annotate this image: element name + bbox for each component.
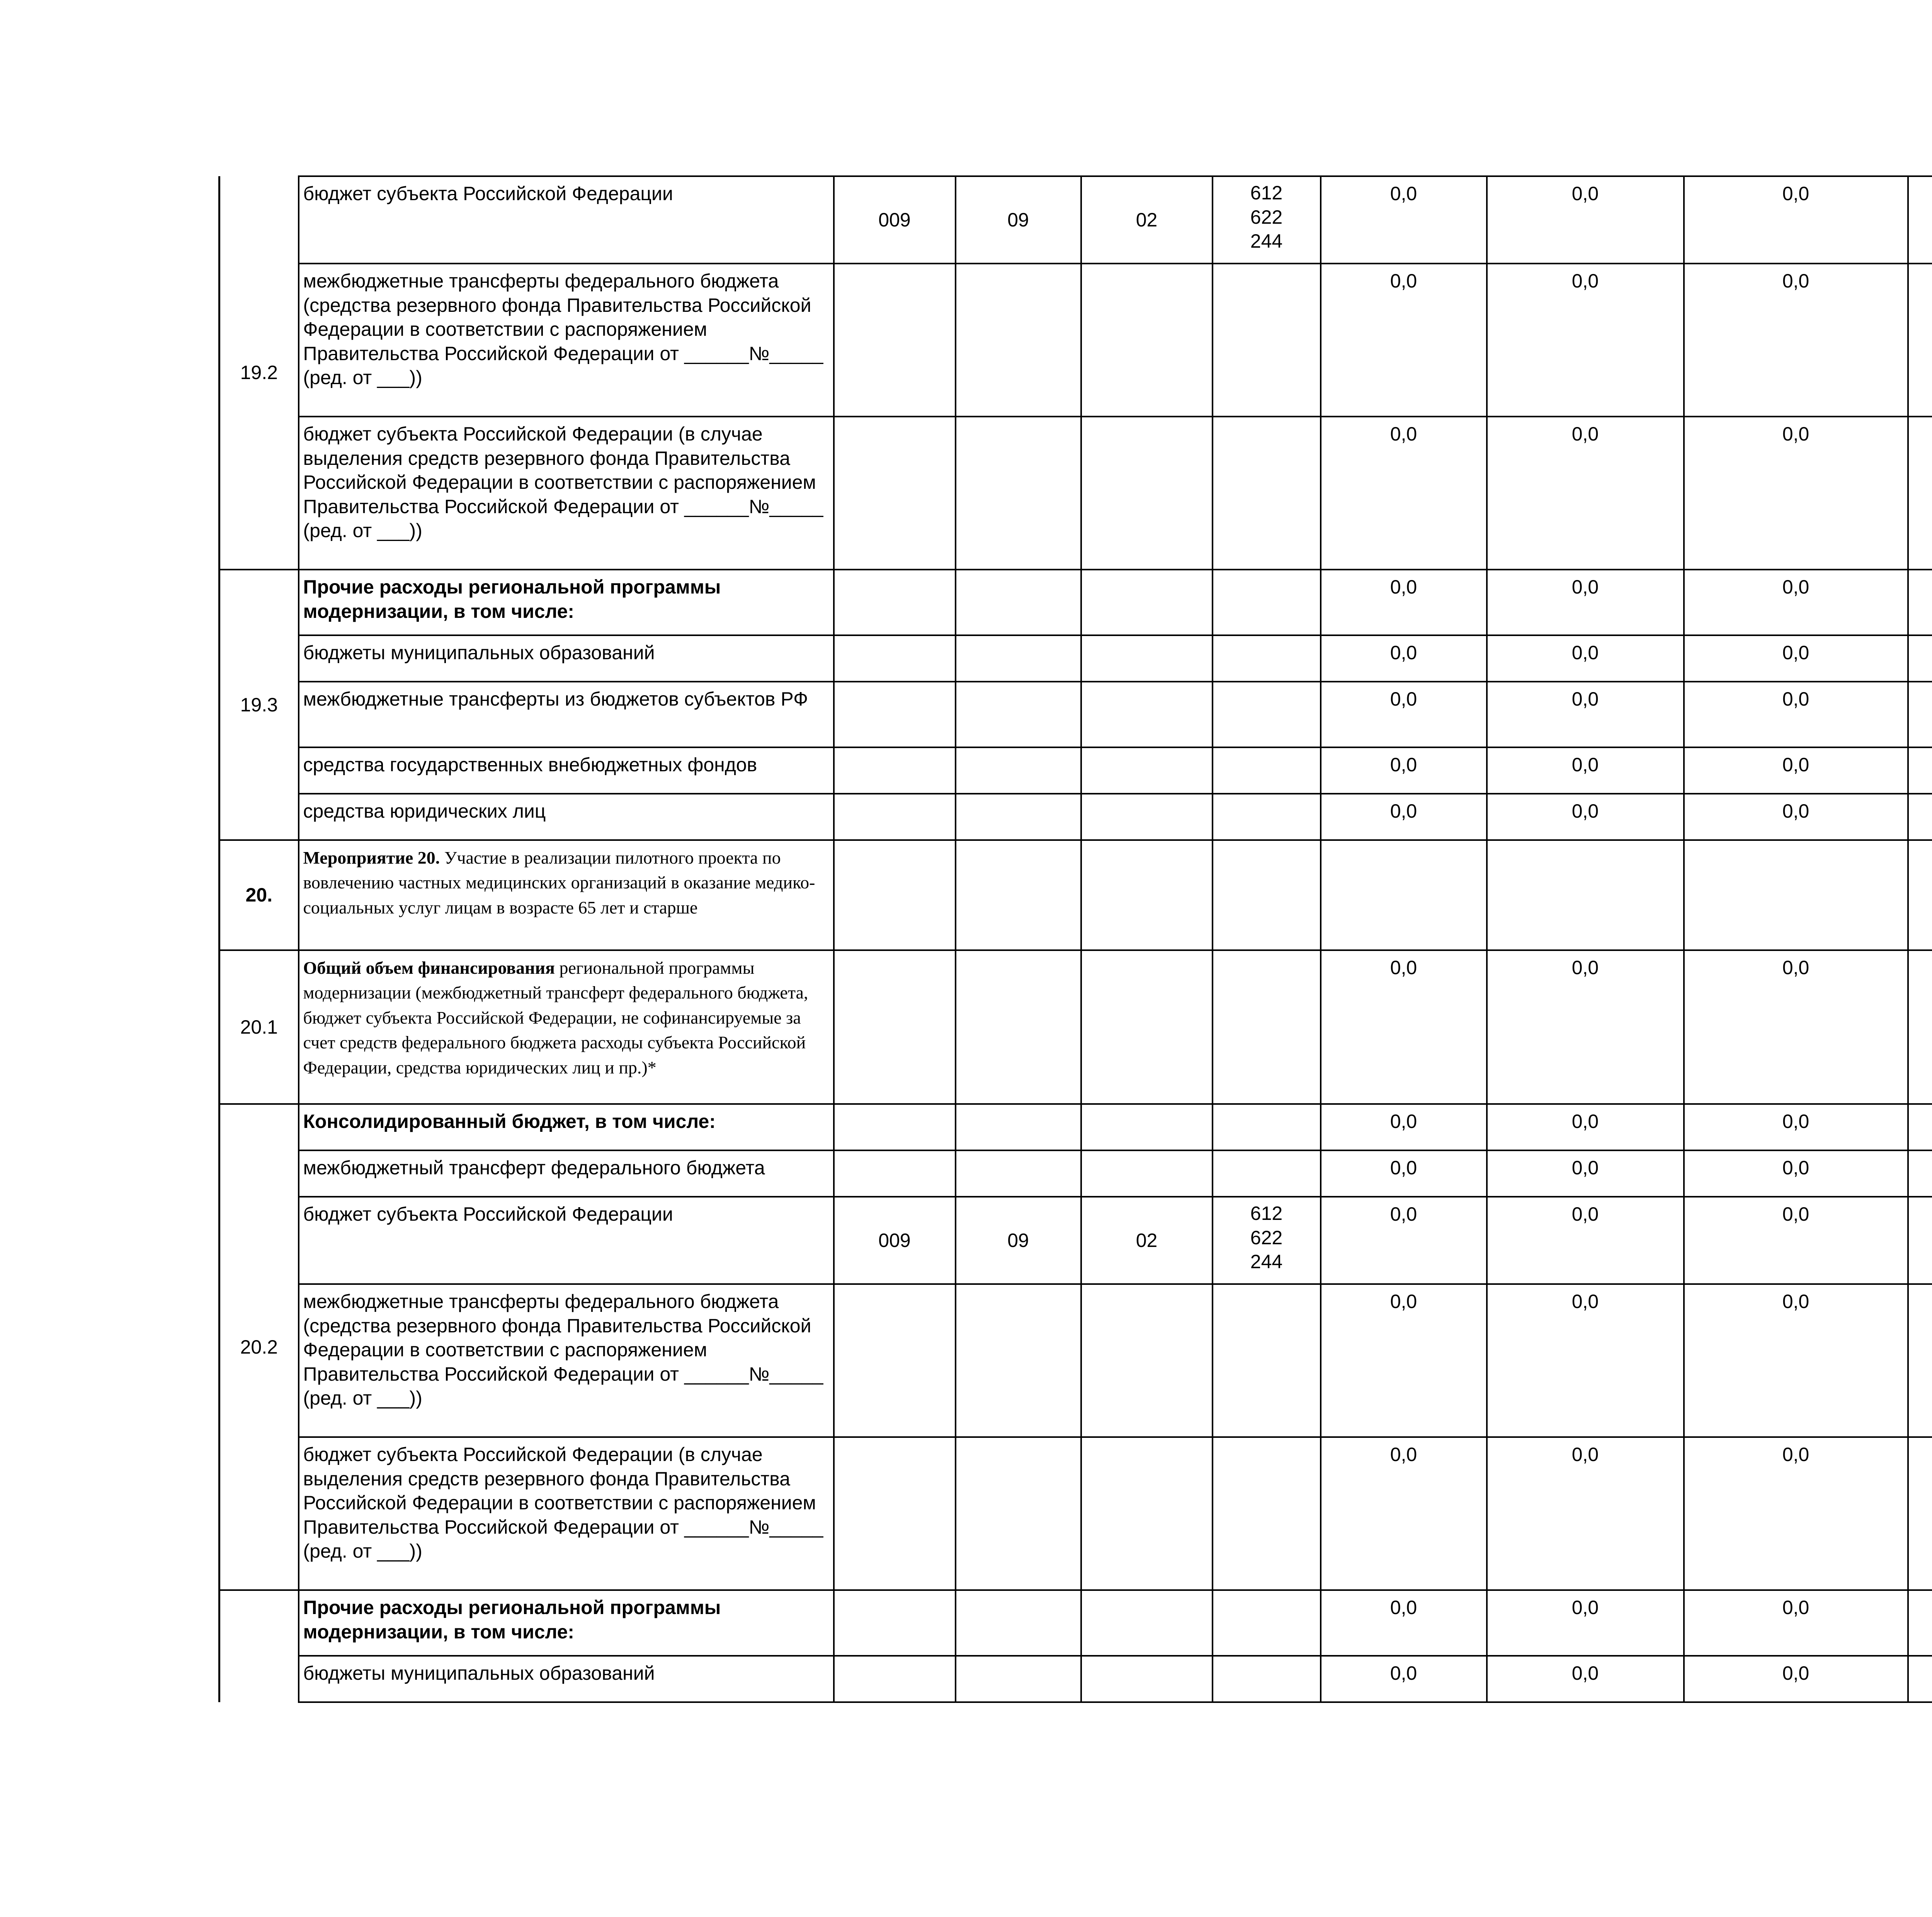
code-rz [956, 840, 1081, 950]
amount-cell: 0,0 [1487, 1197, 1684, 1284]
amount-cell: 0,0 [1321, 635, 1487, 682]
code-vr: 612 622 244 [1213, 176, 1321, 264]
code-rz: 09 [956, 176, 1081, 264]
amount-cell [1908, 1104, 1932, 1150]
row-description [299, 635, 834, 682]
amount-cell [1908, 1284, 1932, 1437]
amount-cell [1908, 176, 1932, 264]
amount-cell: 0,0 [1487, 264, 1684, 417]
code-pr [1081, 1437, 1213, 1590]
table-row [219, 417, 1932, 570]
code-vr [1213, 1656, 1321, 1702]
amount-cell: 0,0 [1487, 1656, 1684, 1702]
row-description [299, 176, 834, 264]
amount-cell: 0,0 [1487, 747, 1684, 794]
description-text: бюджет субъекта Российской Федерации [303, 1203, 673, 1225]
amount-cell: 0,0 [1487, 176, 1684, 264]
code-pr [1081, 950, 1213, 1104]
code-vr [1213, 682, 1321, 747]
row-description [299, 417, 834, 570]
amount-cell: 0,0 [1321, 570, 1487, 635]
row-description [299, 570, 834, 635]
code-pr [1081, 264, 1213, 417]
amount-cell: 0,0 [1321, 747, 1487, 794]
table-row [219, 794, 1932, 840]
amount-cell [1908, 417, 1932, 570]
table-row [219, 1197, 1932, 1284]
code-rz [956, 747, 1081, 794]
amount-cell [1321, 840, 1487, 950]
code-kvsr [834, 264, 956, 417]
code-rz [956, 950, 1081, 1104]
code-vr [1213, 1590, 1321, 1656]
table-row [219, 264, 1932, 417]
code-vr [1213, 840, 1321, 950]
description-text: бюджет субъекта Российской Федерации (в случае выделения средств резервного фонда Правительства Российской Федерации в соответствии с распоряжением Правительства Российской Федерации от ______№_____ (ред. от ___)) [303, 1444, 823, 1562]
code-pr [1081, 635, 1213, 682]
amount-cell: 0,0 [1487, 1437, 1684, 1590]
table-row [219, 950, 1932, 1104]
amount-cell: 0,0 [1684, 264, 1908, 417]
amount-cell [1908, 950, 1932, 1104]
code-vr [1213, 570, 1321, 635]
code-pr [1081, 1104, 1213, 1150]
code-kvsr: 009 [834, 1197, 956, 1284]
description-text: межбюджетный трансферт федерального бюджета [303, 1157, 765, 1179]
description-text: Консолидированный бюджет, в том числе: [303, 1111, 716, 1132]
amount-cell: 0,0 [1684, 682, 1908, 747]
row-description [299, 682, 834, 747]
row-description [299, 950, 834, 1104]
amount-cell: 0,0 [1321, 264, 1487, 417]
amount-cell [1908, 1150, 1932, 1197]
row-description [299, 1437, 834, 1590]
row-description [299, 1656, 834, 1702]
code-rz [956, 1104, 1081, 1150]
amount-cell: 0,0 [1487, 1590, 1684, 1656]
row-description [299, 1284, 834, 1437]
code-rz [956, 635, 1081, 682]
code-kvsr [834, 1150, 956, 1197]
code-rz [956, 1437, 1081, 1590]
code-kvsr [834, 747, 956, 794]
amount-cell [1487, 840, 1684, 950]
amount-cell: 0,0 [1321, 682, 1487, 747]
row-description [299, 747, 834, 794]
code-kvsr [834, 1104, 956, 1150]
code-vr [1213, 264, 1321, 417]
amount-cell: 0,0 [1487, 794, 1684, 840]
amount-cell: 0,0 [1487, 950, 1684, 1104]
table-row [219, 1104, 1932, 1150]
code-kvsr [834, 1656, 956, 1702]
code-rz [956, 682, 1081, 747]
code-kvsr [834, 417, 956, 570]
code-vr [1213, 1104, 1321, 1150]
amount-cell: 0,0 [1321, 1656, 1487, 1702]
amount-cell: 0,0 [1321, 1150, 1487, 1197]
amount-cell: 0,0 [1684, 635, 1908, 682]
amount-cell: 0,0 [1487, 1104, 1684, 1150]
code-pr [1081, 794, 1213, 840]
amount-cell: 0,0 [1321, 1104, 1487, 1150]
code-pr: 02 [1081, 1197, 1213, 1284]
row-description [299, 264, 834, 417]
code-rz [956, 1150, 1081, 1197]
amount-cell [1908, 747, 1932, 794]
table-row [219, 1284, 1932, 1437]
code-kvsr [834, 635, 956, 682]
amount-cell: 0,0 [1321, 176, 1487, 264]
code-vr [1213, 1150, 1321, 1197]
row-description [299, 794, 834, 840]
amount-cell: 0,0 [1684, 1590, 1908, 1656]
amount-cell: 0,0 [1684, 950, 1908, 1104]
amount-cell: 0,0 [1487, 1150, 1684, 1197]
table-row [219, 635, 1932, 682]
row-description [299, 1197, 834, 1284]
amount-cell: 0,0 [1321, 417, 1487, 570]
amount-cell: 0,0 [1684, 570, 1908, 635]
table-row [219, 1656, 1932, 1702]
code-rz [956, 1590, 1081, 1656]
description-text: бюджет субъекта Российской Федерации (в случае выделения средств резервного фонда Правительства Российской Федерации в соответствии с распоряжением Правительства Российской Федерации от ______№_____ (ред. от ___)) [303, 423, 823, 541]
table-row [219, 1437, 1932, 1590]
table-row [219, 1590, 1932, 1656]
code-pr [1081, 570, 1213, 635]
amount-cell [1908, 1437, 1932, 1590]
code-rz [956, 794, 1081, 840]
code-kvsr [834, 1590, 956, 1656]
code-kvsr [834, 682, 956, 747]
amount-cell [1908, 635, 1932, 682]
row-description [299, 1590, 834, 1656]
code-kvsr [834, 950, 956, 1104]
amount-cell: 0,0 [1487, 635, 1684, 682]
amount-cell: 0,0 [1487, 570, 1684, 635]
amount-cell: 0,0 [1321, 1437, 1487, 1590]
description-text: бюджеты муниципальных образований [303, 642, 655, 663]
description-text: Прочие расходы региональной программы модернизации, в том числе: [303, 576, 721, 622]
description-text: бюджет субъекта Российской Федерации [303, 183, 673, 204]
amount-cell [1908, 570, 1932, 635]
amount-cell [1908, 1590, 1932, 1656]
amount-cell: 0,0 [1684, 176, 1908, 264]
code-vr [1213, 747, 1321, 794]
code-pr [1081, 1656, 1213, 1702]
code-rz [956, 1656, 1081, 1702]
amount-cell: 0,0 [1487, 1284, 1684, 1437]
row-index: 20. [219, 840, 299, 950]
code-vr [1213, 635, 1321, 682]
table-row [219, 570, 1932, 635]
table-row [219, 682, 1932, 747]
code-pr [1081, 1284, 1213, 1437]
code-pr [1081, 840, 1213, 950]
code-vr: 612 622 244 [1213, 1197, 1321, 1284]
code-rz [956, 264, 1081, 417]
code-kvsr [834, 840, 956, 950]
code-kvsr [834, 570, 956, 635]
code-rz: 09 [956, 1197, 1081, 1284]
amount-cell: 0,0 [1487, 417, 1684, 570]
description-text: межбюджетные трансферты из бюджетов субъектов РФ [303, 688, 808, 710]
amount-cell [1908, 264, 1932, 417]
amount-cell: 0,0 [1321, 950, 1487, 1104]
code-pr [1081, 417, 1213, 570]
amount-cell: 0,0 [1684, 417, 1908, 570]
amount-cell: 0,0 [1684, 1284, 1908, 1437]
table-row [219, 1150, 1932, 1197]
code-rz [956, 417, 1081, 570]
amount-cell: 0,0 [1684, 1437, 1908, 1590]
code-pr [1081, 1150, 1213, 1197]
row-description [299, 1150, 834, 1197]
description-text: бюджеты муниципальных образований [303, 1662, 655, 1684]
description-heading: Общий объем финансирования [303, 958, 555, 978]
code-kvsr: 009 [834, 176, 956, 264]
amount-cell: 0,0 [1684, 1197, 1908, 1284]
description-text: средства государственных внебюджетных фондов [303, 754, 757, 776]
code-kvsr [834, 794, 956, 840]
row-index: 20.1 [219, 950, 299, 1104]
code-vr [1213, 417, 1321, 570]
description-text: средства юридических лиц [303, 800, 546, 822]
table-row [219, 176, 1932, 264]
amount-cell [1908, 794, 1932, 840]
amount-cell: 0,0 [1684, 1150, 1908, 1197]
amount-cell: 0,0 [1684, 1656, 1908, 1702]
amount-cell: 0,0 [1321, 794, 1487, 840]
amount-cell [1908, 840, 1932, 950]
amount-cell: 0,0 [1321, 1590, 1487, 1656]
row-index [219, 1590, 299, 1702]
amount-cell [1684, 840, 1908, 950]
description-text: межбюджетные трансферты федерального бюджета (средства резервного фонда Правительства Российской Федерации в соответствии с распоряжением Правительства Российской Федерации от ______№_____ (ред. от ___)) [303, 270, 823, 388]
table-row [219, 747, 1932, 794]
amount-cell: 0,0 [1684, 794, 1908, 840]
amount-cell: 0,0 [1684, 747, 1908, 794]
code-pr [1081, 682, 1213, 747]
table-row [219, 840, 1932, 950]
code-vr [1213, 950, 1321, 1104]
code-pr: 02 [1081, 176, 1213, 264]
description-text: Прочие расходы региональной программы модернизации, в том числе: [303, 1597, 721, 1643]
code-kvsr [834, 1437, 956, 1590]
description-heading: Мероприятие 20. [303, 848, 440, 867]
amount-cell: 0,0 [1321, 1197, 1487, 1284]
row-description [299, 840, 834, 950]
row-index: 19.2 [219, 176, 299, 570]
financing-table [218, 175, 1932, 1703]
code-vr [1213, 794, 1321, 840]
amount-cell: 0,0 [1321, 1284, 1487, 1437]
amount-cell [1908, 682, 1932, 747]
code-rz [956, 570, 1081, 635]
amount-cell: 0,0 [1684, 1104, 1908, 1150]
row-index: 20.2 [219, 1104, 299, 1590]
row-index: 19.3 [219, 570, 299, 840]
code-pr [1081, 747, 1213, 794]
description-text: региональной программы модернизации (межбюджетный трансферт федерального бюджета, бюджет субъекта Российской Федерации, не софинансируемые за счет средств федерального бюджета расходы субъекта Российской Федерации, средства юридических лиц и пр.)* [303, 958, 808, 1077]
row-description [299, 1104, 834, 1150]
code-vr [1213, 1437, 1321, 1590]
code-kvsr [834, 1284, 956, 1437]
amount-cell [1908, 1656, 1932, 1702]
code-rz [956, 1284, 1081, 1437]
amount-cell [1908, 1197, 1932, 1284]
description-text: межбюджетные трансферты федерального бюджета (средства резервного фонда Правительства Российской Федерации в соответствии с распоряжением Правительства Российской Федерации от ______№_____ (ред. от ___)) [303, 1291, 823, 1409]
amount-cell: 0,0 [1487, 682, 1684, 747]
code-vr [1213, 1284, 1321, 1437]
code-pr [1081, 1590, 1213, 1656]
description-text: Участие в реализации пилотного проекта по вовлечению частных медицинских организаций в оказание медико-социальных услуг лицам в возрасте 65 лет и старше [303, 848, 815, 917]
